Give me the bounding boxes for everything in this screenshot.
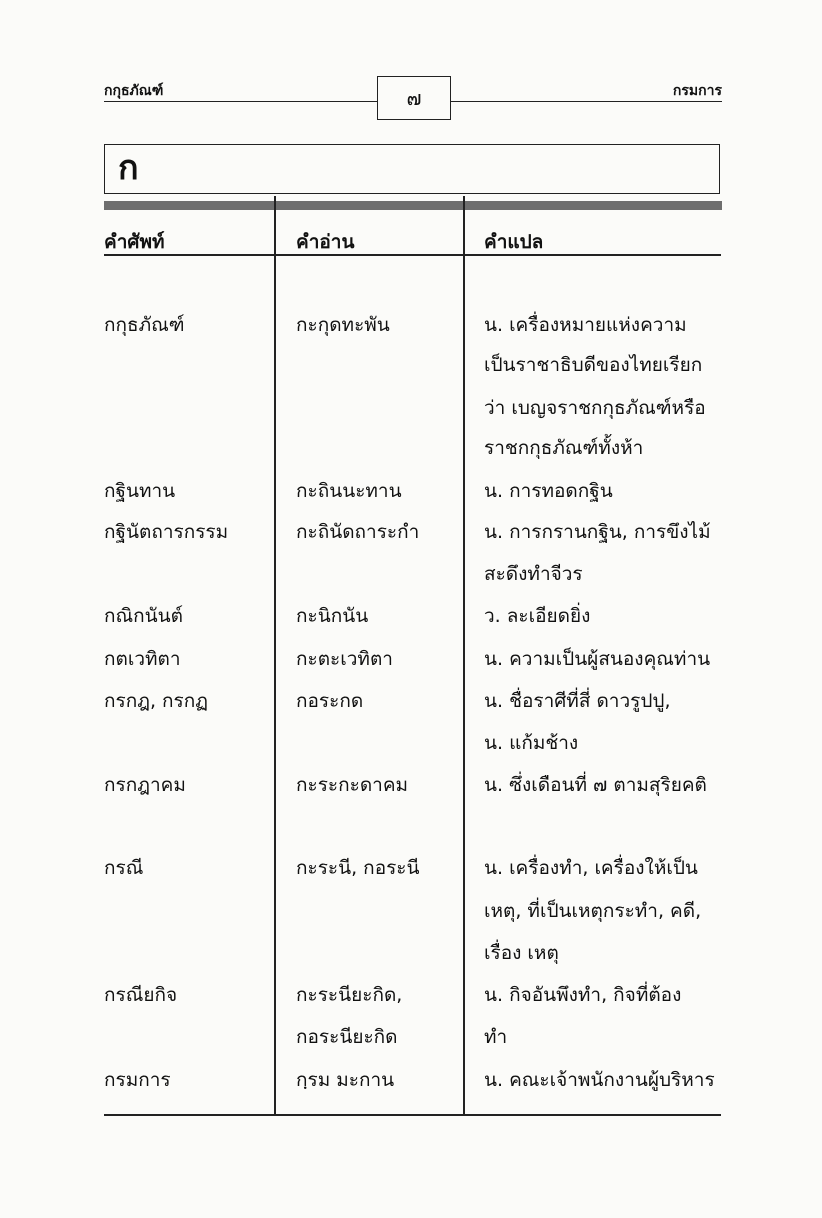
entry-meaning: น. ชื่อราศีที่สี่ ดาวรูปปู,	[484, 690, 671, 712]
entry-word: กฐินทาน	[104, 480, 176, 502]
entry-word: กรกฎ, กรกฏ	[104, 690, 209, 712]
entry-reading: กฺรม มะกาน	[296, 1069, 395, 1091]
table-bottom-rule	[104, 1114, 721, 1116]
entry-word: กรณียกิจ	[104, 984, 178, 1006]
entry-word: กณิกนันต์	[104, 605, 183, 627]
entry-reading: กะถินัดถาระกำ	[296, 521, 420, 543]
header-rule	[104, 254, 721, 256]
entry-reading: กะถินนะทาน	[296, 480, 402, 502]
entry-reading: กะตะเวทิตา	[296, 648, 393, 670]
entry-meaning: ราชกกุธภัณฑ์ทั้งห้า	[484, 437, 644, 459]
section-letter-box	[104, 144, 720, 194]
entry-meaning: สะดึงทำจีวร	[484, 563, 583, 585]
table-top-bar	[104, 201, 722, 210]
entry-meaning: ว่า เบญจราชกกุธภัณฑ์หรือ	[484, 397, 706, 419]
entry-meaning: ว. ละเอียดยิ่ง	[484, 605, 591, 627]
entry-meaning: น. เครื่องหมายแห่งความ	[484, 314, 687, 336]
entry-reading: กะกุดทะพัน	[296, 314, 390, 336]
entry-reading: กอระกด	[296, 690, 364, 712]
guide-word-right: กรมการ	[672, 83, 722, 99]
entry-meaning: เป็นราชาธิบดีของไทยเรียก	[484, 354, 703, 376]
column-divider-2	[463, 196, 465, 1116]
entry-meaning: น. คณะเจ้าพนักงานผู้บริหาร	[484, 1069, 715, 1091]
entry-reading: กะระนียะกิด,	[296, 984, 403, 1006]
entry-word: กรณี	[104, 857, 144, 879]
entry-meaning: น. การทอดกฐิน	[484, 480, 613, 502]
entry-meaning: เรื่อง เหตุ	[484, 942, 559, 964]
header-rule-left	[104, 101, 377, 102]
column-header-meaning: คำแปล	[484, 231, 544, 253]
entry-meaning: ทำ	[484, 1026, 508, 1048]
page-number: ๗	[406, 86, 422, 110]
entry-reading: กะระนี, กอระนี	[296, 857, 420, 879]
entry-word: กรมการ	[104, 1069, 171, 1091]
entry-reading: กะนิกนัน	[296, 605, 369, 627]
entry-word: กกุธภัณฑ์	[104, 314, 185, 336]
entry-reading: กอระนียะกิด	[296, 1026, 398, 1048]
entry-meaning: น. แก้มช้าง	[484, 732, 579, 754]
header-rule-right	[450, 101, 722, 102]
column-divider-1	[274, 196, 276, 1116]
entry-meaning: น. ซึ่งเดือนที่ ๗ ตามสุริยคติ	[484, 774, 707, 796]
entry-meaning: น. กิจอันพึงทำ, กิจที่ต้อง	[484, 984, 682, 1006]
guide-word-left: กกุธภัณฑ์	[104, 83, 164, 99]
column-header-reading: คำอ่าน	[296, 231, 355, 253]
column-header-word: คำศัพท์	[104, 231, 165, 253]
entry-word: กรกฎาคม	[104, 774, 186, 796]
entry-meaning: น. การกรานกฐิน, การขึงไม้	[484, 521, 711, 543]
entry-reading: กะระกะดาคม	[296, 774, 409, 796]
page-number-box	[377, 76, 451, 120]
entry-word: กฐินัตถารกรรม	[104, 521, 229, 543]
entry-meaning: น. เครื่องทำ, เครื่องให้เป็น	[484, 857, 698, 879]
entry-word: กตเวทิตา	[104, 648, 181, 670]
entry-meaning: เหตุ, ที่เป็นเหตุกระทำ, คดี,	[484, 900, 702, 922]
section-letter: ก	[118, 148, 139, 188]
entry-meaning: น. ความเป็นผู้สนองคุณท่าน	[484, 648, 711, 670]
